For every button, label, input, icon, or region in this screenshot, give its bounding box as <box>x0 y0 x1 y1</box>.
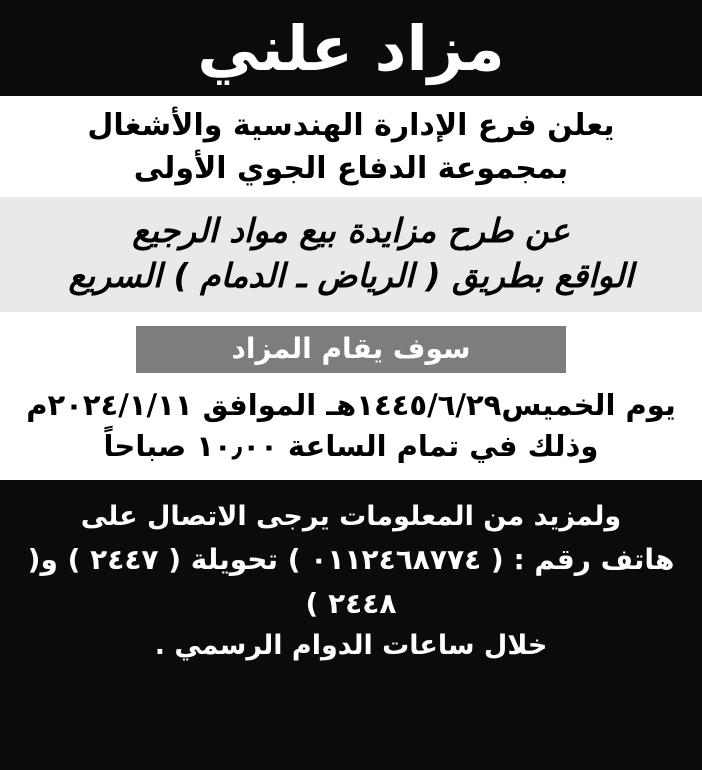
announcement-block <box>0 96 702 197</box>
schedule-bar-wrapper <box>0 312 702 383</box>
contact-hours: خلال ساعات الدوام الرسمي . <box>154 629 548 661</box>
announcement-line-1: يعلن فرع الإدارة الهندسية والأشغال <box>87 108 615 143</box>
schedule-bar-label: سوف يقام المزاد <box>136 326 566 373</box>
auction-banner <box>0 0 702 96</box>
auction-subject-line-2: الواقع بطريق ( الرياض ـ الدمام ) السريع <box>68 255 634 295</box>
auction-title: مزاد علني <box>197 12 505 85</box>
auction-date: يوم الخميس١٤٤٥/٦/٢٩هـ الموافق ٢٠٢٤/١/١١م <box>26 388 676 423</box>
announcement-line-2: بمجموعة الدفاع الجوي الأولى <box>133 150 569 186</box>
auction-subject-block <box>0 197 702 312</box>
contact-block <box>0 480 702 770</box>
contact-intro: ولمزيد من المعلومات يرجى الاتصال على <box>80 501 622 533</box>
auction-time: وذلك في تمام الساعة ١٠٫٠٠ صباحاً <box>103 428 599 463</box>
schedule-block <box>0 383 702 480</box>
auction-subject-line-1: عن طرح مزايدة بيع مواد الرجيع <box>132 211 570 250</box>
contact-phone: هاتف رقم : ( ٠١١٢٤٦٨٧٧٤ ) تحويلة ( ٢٤٤٧ ) و( ٢٤٤٨ ) <box>27 543 675 620</box>
